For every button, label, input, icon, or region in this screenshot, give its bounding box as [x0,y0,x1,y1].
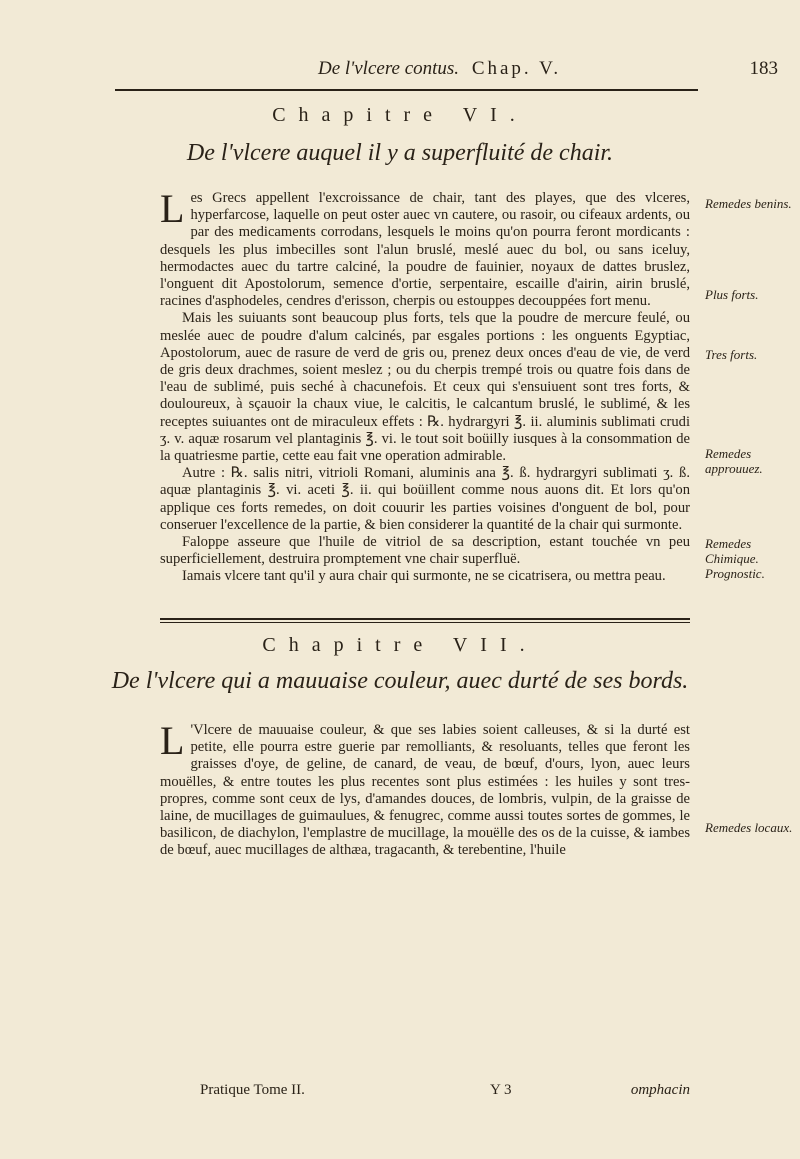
drop-cap: L [160,186,185,231]
chapter-rule [160,618,690,620]
chapter-6-paragraph-4: Faloppe asseure que l'huile de vitriol de sa description, estant touchée vn peu superficiellement, destruira promptement vne chair superfluë. [160,534,690,568]
margin-note-remedes-benins: Remedes benins. [705,196,792,211]
margin-note-plus-forts: Plus forts. [705,287,759,302]
chapter-6-heading: Chapitre VI. [272,104,528,126]
header-rule [115,89,698,91]
running-head-chapter: Chap. V. [471,58,562,79]
chapter-rule-thin [160,622,690,623]
chapter-7-title: De l'vlcere qui a mauuaise couleur, auec durté de ses bords. [111,668,689,694]
chapter-7-heading: Chapitre VII. [262,634,538,656]
margin-note-tres-forts: Tres forts. [705,347,758,362]
chapter-7-body [160,718,690,860]
running-head [318,58,778,80]
margin-note-remedes-chimique: Remedes Chimique. Prognostic. [705,536,765,581]
catchword: omphacin [630,1082,690,1098]
page-number: 183 [749,58,778,79]
chapter-7-paragraph-1 [160,718,690,860]
margin-note-remedes-locaux: Remedes locaux. [705,820,793,835]
chapter-6-paragraph-2: Mais les suiuants sont beaucoup plus forts, tels que la poudre de mercure feulé, ou meslée auec de poudre d'alum calcinés, par esgales portions : les onguents Egyptiac, Apostolorum, auec de rasure de verd de gris ou, prenez deux onces d'eau de vie, de verd de gris deux drachmes, soient meslez ; ou du cherpis trempé trois ou quatre fois dans de l'eau de sublimé, puis seché à chacunefois. Et ceux qui s'ensuiuent sont tres forts, & douloureux, à sçauoir la chaux viue, le calcitis, le calcantum bruslé, le sublimé, & les receptes suiuantes ont de miraculeux effets : ℞. hydrargyri ℥. ii. aluminis sublimati crudi ʒ. v. aquæ rosarum vel plantaginis ℥. vi. le tout soit boüilly iusques à la consommation de la quatriesme partie, cette eau fait vne operation admirable. [160,310,690,465]
running-head-title: De l'vlcere contus. [318,58,460,79]
margin-note-remedes-approuuez: Remedes approuuez. [705,446,763,476]
chapter-6-paragraph-5: Iamais vlcere tant qu'il y aura chair qui surmonte, ne se cicatrisera, ou mettra peau. [182,568,666,585]
chapter-6-title: De l'vlcere auquel il y a superfluité de chair. [186,140,614,166]
chapter-6-body [160,186,690,586]
drop-cap: L [160,718,185,763]
chapter-6-paragraph-1-text: es Grecs appellent l'excroissance de chair, tant des playes, que des vlceres, hyperfarcose, laquelle on peut oster auec vn cautere, ou rasoir, ou cifeaux ardents, ou par des medicaments corrodans, lesquels le moins qu'on pourra feront mordicants : desquels les plus imbecilles sont l'alun bruslé, meslé auec du bol, ou sans iceluy, hermodactes auec du tartre calciné, la poudre de fauinier, noyaux de dattes bruslez, l'onguent dit Apostolorum, semence d'ortie, serpentaire, escaille d'airin, airin bruslé, racines d'asphodeles, cendres d'erisson, cherpis ou estouppes decouppées fort menu. [160,190,690,310]
chapter-6-paragraph-1 [160,186,690,310]
chapter-6-paragraph-3: Autre : ℞. salis nitri, vitrioli Romani, aluminis ana ℥. ß. hydrargyri sublimati ʒ. ß. aquæ plantaginis ℥. vi. aceti ℥. ii. qui boüillent comme nous auons dit. Et lors qu'on applique ces forts remedes, on doit couurir les parties voisines d'onguent de bol, pour conseruer l'excellence de la partie, & bien considerer la quantité de la chair qui surmonte. [160,465,690,533]
footer-volume: Pratique Tome II. [200,1082,305,1098]
chapter-7-paragraph-1-text: 'Vlcere de mauuaise couleur, & que ses labies soient calleuses, & si la durté est petite, elle pourra estre guerie par remolliants, & resoluants, telles que feront les graisses d'oye, de geline, de canard, de veau, de bœuf, d'ours, lyon, auec leurs mouëlles, & entre toutes les plus recentes sont plus estimées : les huiles y sont tres-propres, comme sont ceux de lys, d'amandes douces, de lombris, vulpin, de la graisse de laine, de mucillages de guimaulues, & fenugrec, comme aussi toutes sortes de gommes, le basilicon, de diachylon, l'emplastre de mucillage, la mouëlle des os de la cuisse, & iambes de bœuf, auec mucillages de althæa, tragacanth, & terebentine, l'huile [160,722,690,859]
signature-mark: Y 3 [490,1082,512,1098]
